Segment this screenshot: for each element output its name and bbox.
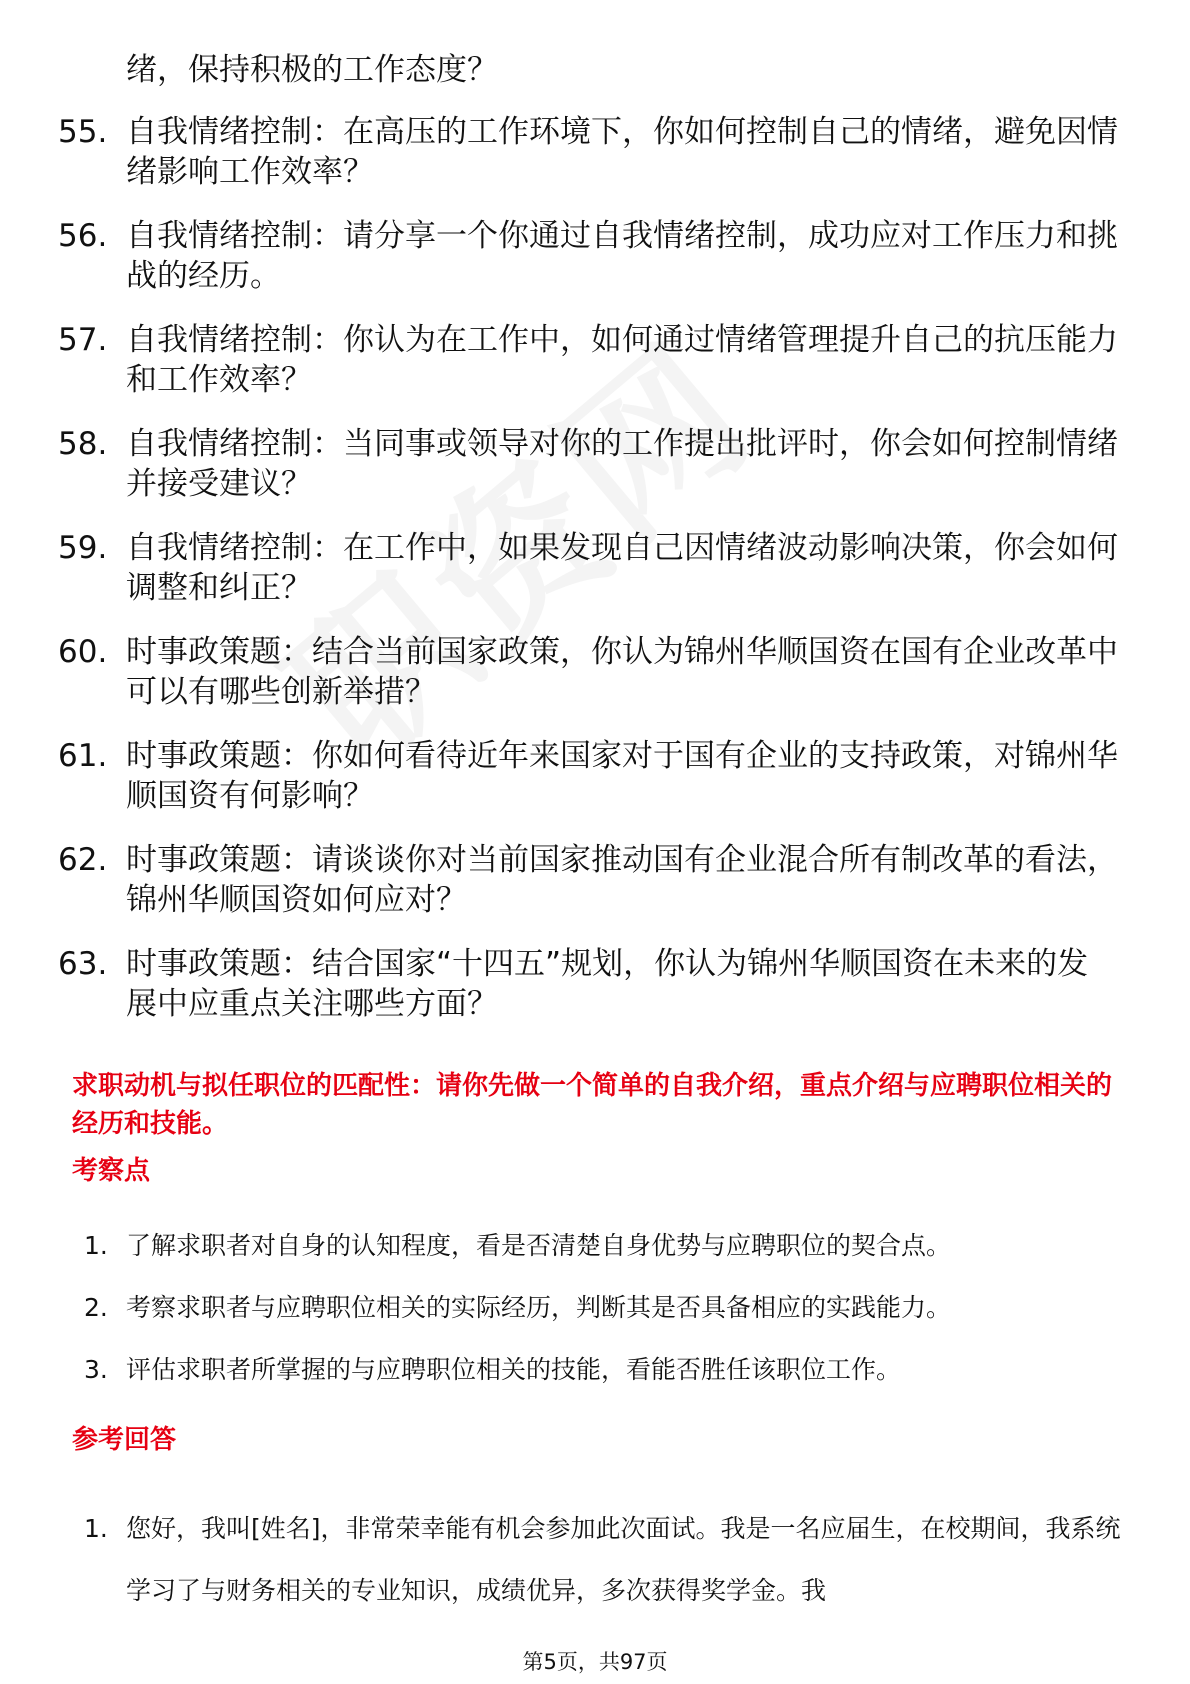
point-text: 评估求职者所掌握的与应聘职位相关的技能，看能否胜任该职位工作。	[126, 1355, 902, 1384]
question-text: 自我情绪控制：请分享一个你通过自我情绪控制，成功应对工作压力和挑战的经历。	[126, 218, 1118, 294]
question-number: 63.	[58, 946, 108, 982]
page-footer: 第5页，共97页	[522, 1650, 668, 1674]
answer-number: 1.	[84, 1514, 108, 1543]
question-item	[58, 528, 1118, 608]
question-number: 59.	[58, 530, 108, 566]
point-number: 2.	[84, 1293, 108, 1322]
question-item	[58, 320, 1118, 400]
answer-list	[84, 1498, 1124, 1622]
question-text: 自我情绪控制：在高压的工作环境下，你如何控制自己的情绪，避免因情绪影响工作效率？	[126, 114, 1118, 190]
question-number: 55.	[58, 114, 108, 150]
question-item	[58, 840, 1118, 920]
question-number: 62.	[58, 842, 108, 878]
point-item	[84, 1229, 1124, 1263]
question-item	[58, 424, 1118, 504]
question-continuation: 绪，保持积极的工作态度？	[126, 52, 498, 88]
question-list	[58, 112, 1118, 1048]
answer-item	[84, 1498, 1124, 1622]
question-text: 自我情绪控制：在工作中，如果发现自己因情绪波动影响决策，你会如何调整和纠正？	[126, 530, 1118, 606]
question-item	[58, 216, 1118, 296]
points-heading: 考察点	[72, 1156, 151, 1186]
question-number: 61.	[58, 738, 108, 774]
section-title: 求职动机与拟任职位的匹配性：请你先做一个简单的自我介绍，重点介绍与应聘职位相关的经历和技能。	[72, 1071, 1113, 1139]
question-text: 自我情绪控制：当同事或领导对你的工作提出批评时，你会如何控制情绪并接受建议？	[126, 426, 1118, 502]
points-list	[84, 1229, 1124, 1415]
question-number: 58.	[58, 426, 108, 462]
question-number: 56.	[58, 218, 108, 254]
question-text: 时事政策题：结合国家“十四五”规划，你认为锦州华顺国资在未来的发展中应重点关注哪些方面？	[126, 946, 1089, 1022]
point-item	[84, 1353, 1124, 1387]
question-text: 时事政策题：你如何看待近年来国家对于国有企业的支持政策，对锦州华顺国资有何影响？	[126, 738, 1118, 814]
question-text: 自我情绪控制：你认为在工作中，如何通过情绪管理提升自己的抗压能力和工作效率？	[126, 322, 1118, 398]
point-item	[84, 1291, 1124, 1325]
question-number: 57.	[58, 322, 108, 358]
question-number: 60.	[58, 634, 108, 670]
point-text: 了解求职者对自身的认知程度，看是否清楚自身优势与应聘职位的契合点。	[126, 1231, 952, 1260]
question-item	[58, 736, 1118, 816]
answer-text: 您好，我叫[姓名]，非常荣幸能有机会参加此次面试。我是一名应届生，在校期间，我系统学习了与财务相关的专业知识，成绩优异，多次获得奖学金。我	[126, 1514, 1121, 1605]
answer-heading: 参考回答	[72, 1425, 177, 1455]
question-item	[58, 944, 1118, 1024]
question-text: 时事政策题：结合当前国家政策，你认为锦州华顺国资在国有企业改革中可以有哪些创新举措？	[126, 634, 1118, 710]
point-number: 1.	[84, 1231, 108, 1260]
question-item	[58, 632, 1118, 712]
question-text: 时事政策题：请谈谈你对当前国家推动国有企业混合所有制改革的看法，锦州华顺国资如何应对？	[126, 842, 1118, 918]
point-text: 考察求职者与应聘职位相关的实际经历，判断其是否具备相应的实践能力。	[126, 1293, 952, 1322]
point-number: 3.	[84, 1355, 108, 1384]
question-item	[58, 112, 1118, 192]
